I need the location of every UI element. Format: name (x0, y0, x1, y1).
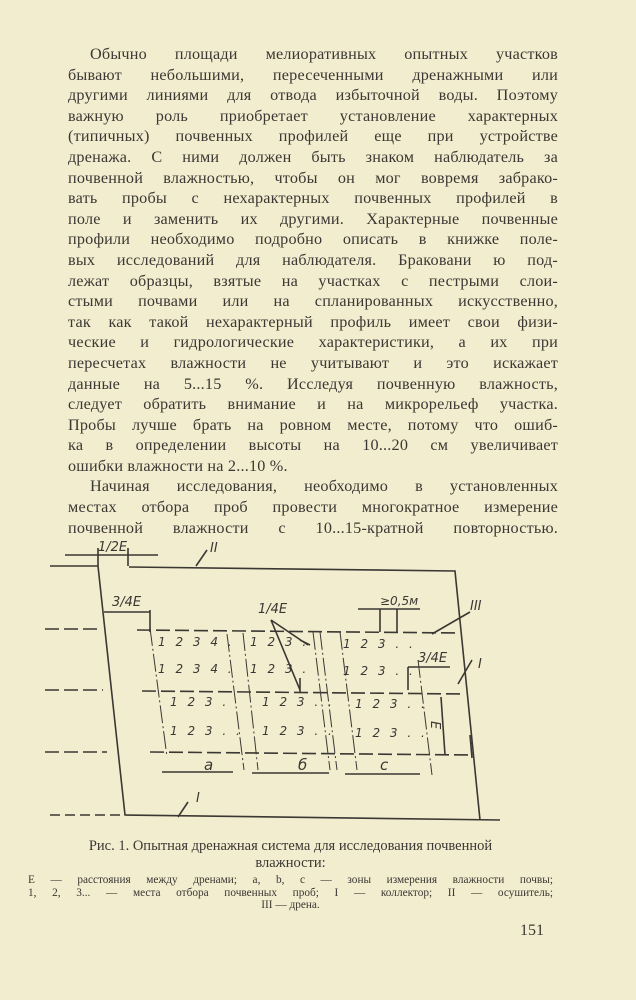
text-line: Пробы лучше брать на ровном месте, потому что ошиб- (68, 415, 558, 434)
text-line: почвенной влажностью, чтобы он мог вовремя забрако- (68, 168, 558, 187)
legend-line: 1, 2, 3... — места отбора почвенных проб; I — коллектор; II — осушитель; (28, 886, 553, 899)
sample-row: 1 2 3 . . (262, 695, 335, 709)
label-ii: II (210, 541, 218, 556)
text-line: дренажа. С ними должен быть знаком наблюдатель за (68, 147, 558, 166)
text-line: ошибки влажности на 2...10 %. (68, 456, 288, 475)
text-line: лежат образцы, взятые на участках с пестрыми слои- (68, 271, 558, 290)
text-line: вых исследований для наблюдателя. Браковани ю под- (68, 250, 558, 269)
text-line: следует обратить внимание и на микрорельеф участка. (68, 395, 558, 414)
label-i-bottom: I (196, 791, 200, 806)
label-min-distance: ≥0,5м (380, 594, 419, 608)
figure-legend (28, 874, 553, 912)
caption-title: Рис. 1. Опытная дренажная система для исследования почвенной (88, 838, 493, 854)
label-iii: III (470, 599, 482, 614)
sample-row: 1 2 3 . . (262, 724, 335, 738)
sample-row: 1 2 3 . . (170, 724, 243, 738)
text-line: так как такой нехарактерный профиль имеет свои физи- (68, 312, 558, 331)
drain-line (45, 752, 470, 755)
sample-row: 1 2 3 4 . (158, 662, 235, 676)
text-line: Обычно площади мелиоративных опытных участков (90, 45, 558, 63)
drain-line (45, 690, 465, 694)
text-line: (типичных) почвенных профилей еще при устройстве (68, 127, 558, 146)
text-line: почвенной влажности с 10...15-кратной повторностью. (68, 518, 558, 537)
text-line: стыми почвами или на спланированных искусственно, (68, 292, 558, 311)
dim-min (358, 609, 420, 632)
caption-title-cont: влажности: (255, 855, 326, 871)
drainage-diagram (40, 528, 520, 828)
pointer-ii (196, 550, 207, 566)
text-line: другими линиями для отвода избыточной воды. Поэтому (68, 86, 558, 105)
sample-row: 1 2 3 . (250, 662, 310, 676)
text-line: поле и заменить их другими. Характерные почвенные (68, 209, 558, 228)
dim-three-quarter-e (104, 610, 150, 632)
text-line: вать пробы с нехарактерных почвенных профилей в (68, 189, 558, 208)
legend-line: III — дрена. (261, 899, 320, 911)
label-c: c (380, 756, 389, 774)
sample-row: 1 2 3 . . (343, 637, 416, 651)
sample-row: 1 2 3 . (250, 635, 310, 649)
text-line: пересчетах влажности не учитывают и это искажает (68, 353, 558, 372)
text-line: данные на 5...15 %. Исследуя почвенную влажность, (68, 374, 558, 393)
text-line: местах отбора проб провести многократное измерение (68, 498, 558, 517)
label-three-quarter-e-right: 3/4E (418, 651, 448, 666)
label-half-e: 1/2E (98, 540, 128, 555)
figure-caption (28, 838, 553, 872)
pointer-iii (432, 612, 470, 634)
legend-line: E — расстояния между дренами; a, b, c — зоны измерения влажности почвы; (28, 874, 553, 886)
text-line: бывают небольшими, пересеченными дренажными или (68, 65, 558, 84)
label-three-quarter-e: 3/4E (112, 595, 142, 610)
pointer-i-bottom (178, 802, 188, 817)
text-line: ка в определении высоты на 10...20 см увеличивает (68, 436, 558, 455)
text-line: профили необходимо подробно описать в книжке поле- (68, 230, 558, 249)
sample-row: 1 2 3 . . (355, 726, 428, 740)
label-i-right: I (478, 657, 482, 672)
sample-row: 1 2 3 . . (355, 697, 428, 711)
label-e: E (427, 721, 442, 730)
text-line: Начиная исследования, необходимо в установленных (90, 477, 558, 496)
label-a: a (204, 756, 214, 774)
sample-row: 1 2 3 . . (343, 664, 416, 678)
text-line: важную роль приобретает установление характерных (68, 106, 558, 125)
page-number: 151 (520, 922, 544, 939)
label-quarter-e: 1/4E (258, 602, 288, 617)
sample-row: 1 2 3 4 . (158, 635, 235, 649)
label-b: б (298, 756, 308, 774)
sample-row: 1 2 3 . (170, 695, 230, 709)
body-text (68, 44, 558, 538)
text-line: ческие и гидрологические характеристики, а их при (68, 333, 558, 352)
